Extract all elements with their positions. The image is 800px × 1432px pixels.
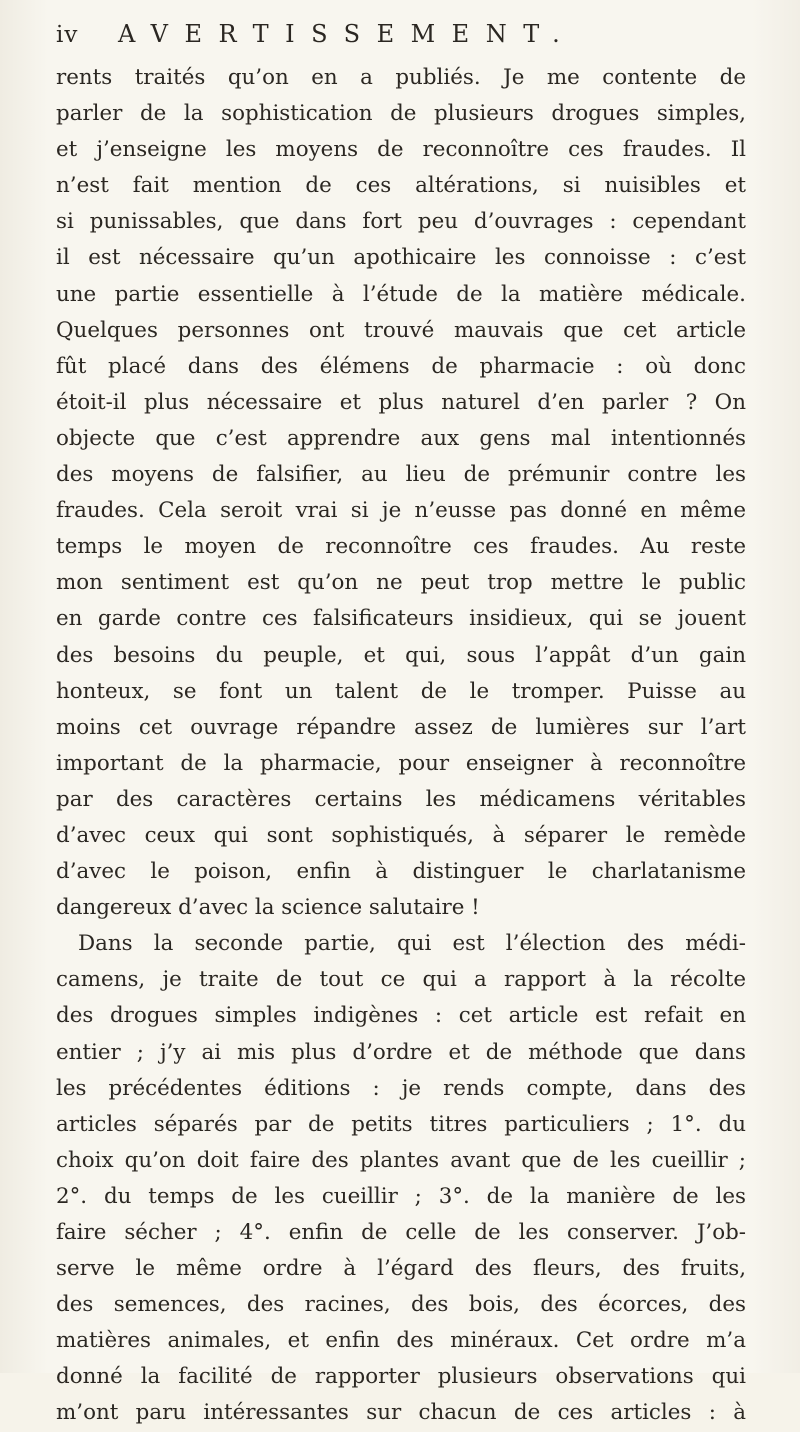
text-line: choix qu’on doit faire des plantes avant que de les cueillir ; (56, 1147, 746, 1173)
running-title: AVERTISSEMENT. (118, 20, 577, 48)
text-line: des besoins du peuple, et qui, sous l’appât d’un gain (56, 642, 746, 668)
text-line: donné la facilité de rapporter plusieurs observations qui (56, 1364, 746, 1390)
text-line: les précédentes éditions : je rends compte, dans des (56, 1075, 746, 1101)
text-line: fût placé dans des élémens de pharmacie : où donc (56, 353, 746, 379)
text-line: objecte que c’est apprendre aux gens mal intentionnés (56, 425, 746, 451)
text-line: entier ; j’y ai mis plus d’ordre et de méthode que dans (56, 1039, 746, 1065)
text-line: Dans la seconde partie, qui est l’élection des médi- (78, 931, 746, 957)
text-line: important de la pharmacie, pour enseigner à reconnoître (56, 750, 746, 776)
text-line: étoit-il plus nécessaire et plus naturel d’en parler ? On (56, 389, 746, 415)
text-line: des moyens de falsifier, au lieu de prémunir contre les (56, 462, 746, 488)
body-text (56, 60, 746, 1432)
page-number: iv (56, 22, 79, 48)
text-line: d’avec ceux qui sont sophistiqués, à séparer le remède (56, 822, 746, 848)
text-line: n’est fait mention de ces altérations, si nuisibles et (56, 173, 746, 199)
text-line: temps le moyen de reconnoître ces fraudes. Au reste (56, 534, 746, 560)
text-line: mon sentiment est qu’on ne peut trop mettre le public (56, 570, 746, 596)
text-line: Quelques personnes ont trouvé mauvais que cet article (56, 317, 746, 343)
text-line: moins cet ouvrage répandre assez de lumières sur l’art (56, 714, 746, 740)
text-line: d’avec le poison, enfin à distinguer le charlatanisme (56, 859, 746, 885)
text-line: il est nécessaire qu’un apothicaire les connoisse : c’est (56, 245, 746, 271)
text-line: par des caractères certains les médicamens véritables (56, 786, 746, 812)
text-line: faire sécher ; 4°. enfin de celle de les conserver. J’ob- (56, 1220, 746, 1245)
text-line: honteux, se font un talent de le tromper. Puisse au (56, 678, 746, 704)
text-line: camens, je traite de tout ce qui a rapport à la récolte (56, 967, 746, 993)
text-line: rents traités qu’on en a publiés. Je me contente de (56, 65, 746, 90)
text-line: serve le même ordre à l’égard des fleurs, des fruits, (56, 1256, 746, 1282)
text-line: une partie essentielle à l’étude de la matière médicale. (56, 281, 746, 307)
text-line: parler de la sophistication de plusieurs drogues simples, (56, 101, 746, 127)
text-line: articles séparés par de petits titres particuliers ; 1°. du (56, 1111, 746, 1137)
text-line: dangereux d’avec la science salutaire ! (56, 895, 480, 921)
text-line: matières animales, et enfin des minéraux. Cet ordre m’a (56, 1328, 746, 1354)
text-line: fraudes. Cela seroit vrai si je n’eusse pas donné en même (56, 498, 746, 524)
text-line: en garde contre ces falsificateurs insidieux, qui se jouent (56, 606, 746, 632)
text-line: m’ont paru intéressantes sur chacun de ces articles : à (56, 1400, 746, 1426)
text-line: si punissables, que dans fort peu d’ouvrages : cependant (56, 209, 746, 235)
page-header (56, 18, 756, 58)
text-line: 2°. du temps de les cueillir ; 3°. de la manière de les (56, 1183, 746, 1209)
text-line: et j’enseigne les moyens de reconnoître ces fraudes. Il (56, 137, 746, 163)
text-line: des semences, des racines, des bois, des écorces, des (56, 1292, 746, 1318)
text-line: des drogues simples indigènes : cet article est refait en (56, 1003, 746, 1029)
